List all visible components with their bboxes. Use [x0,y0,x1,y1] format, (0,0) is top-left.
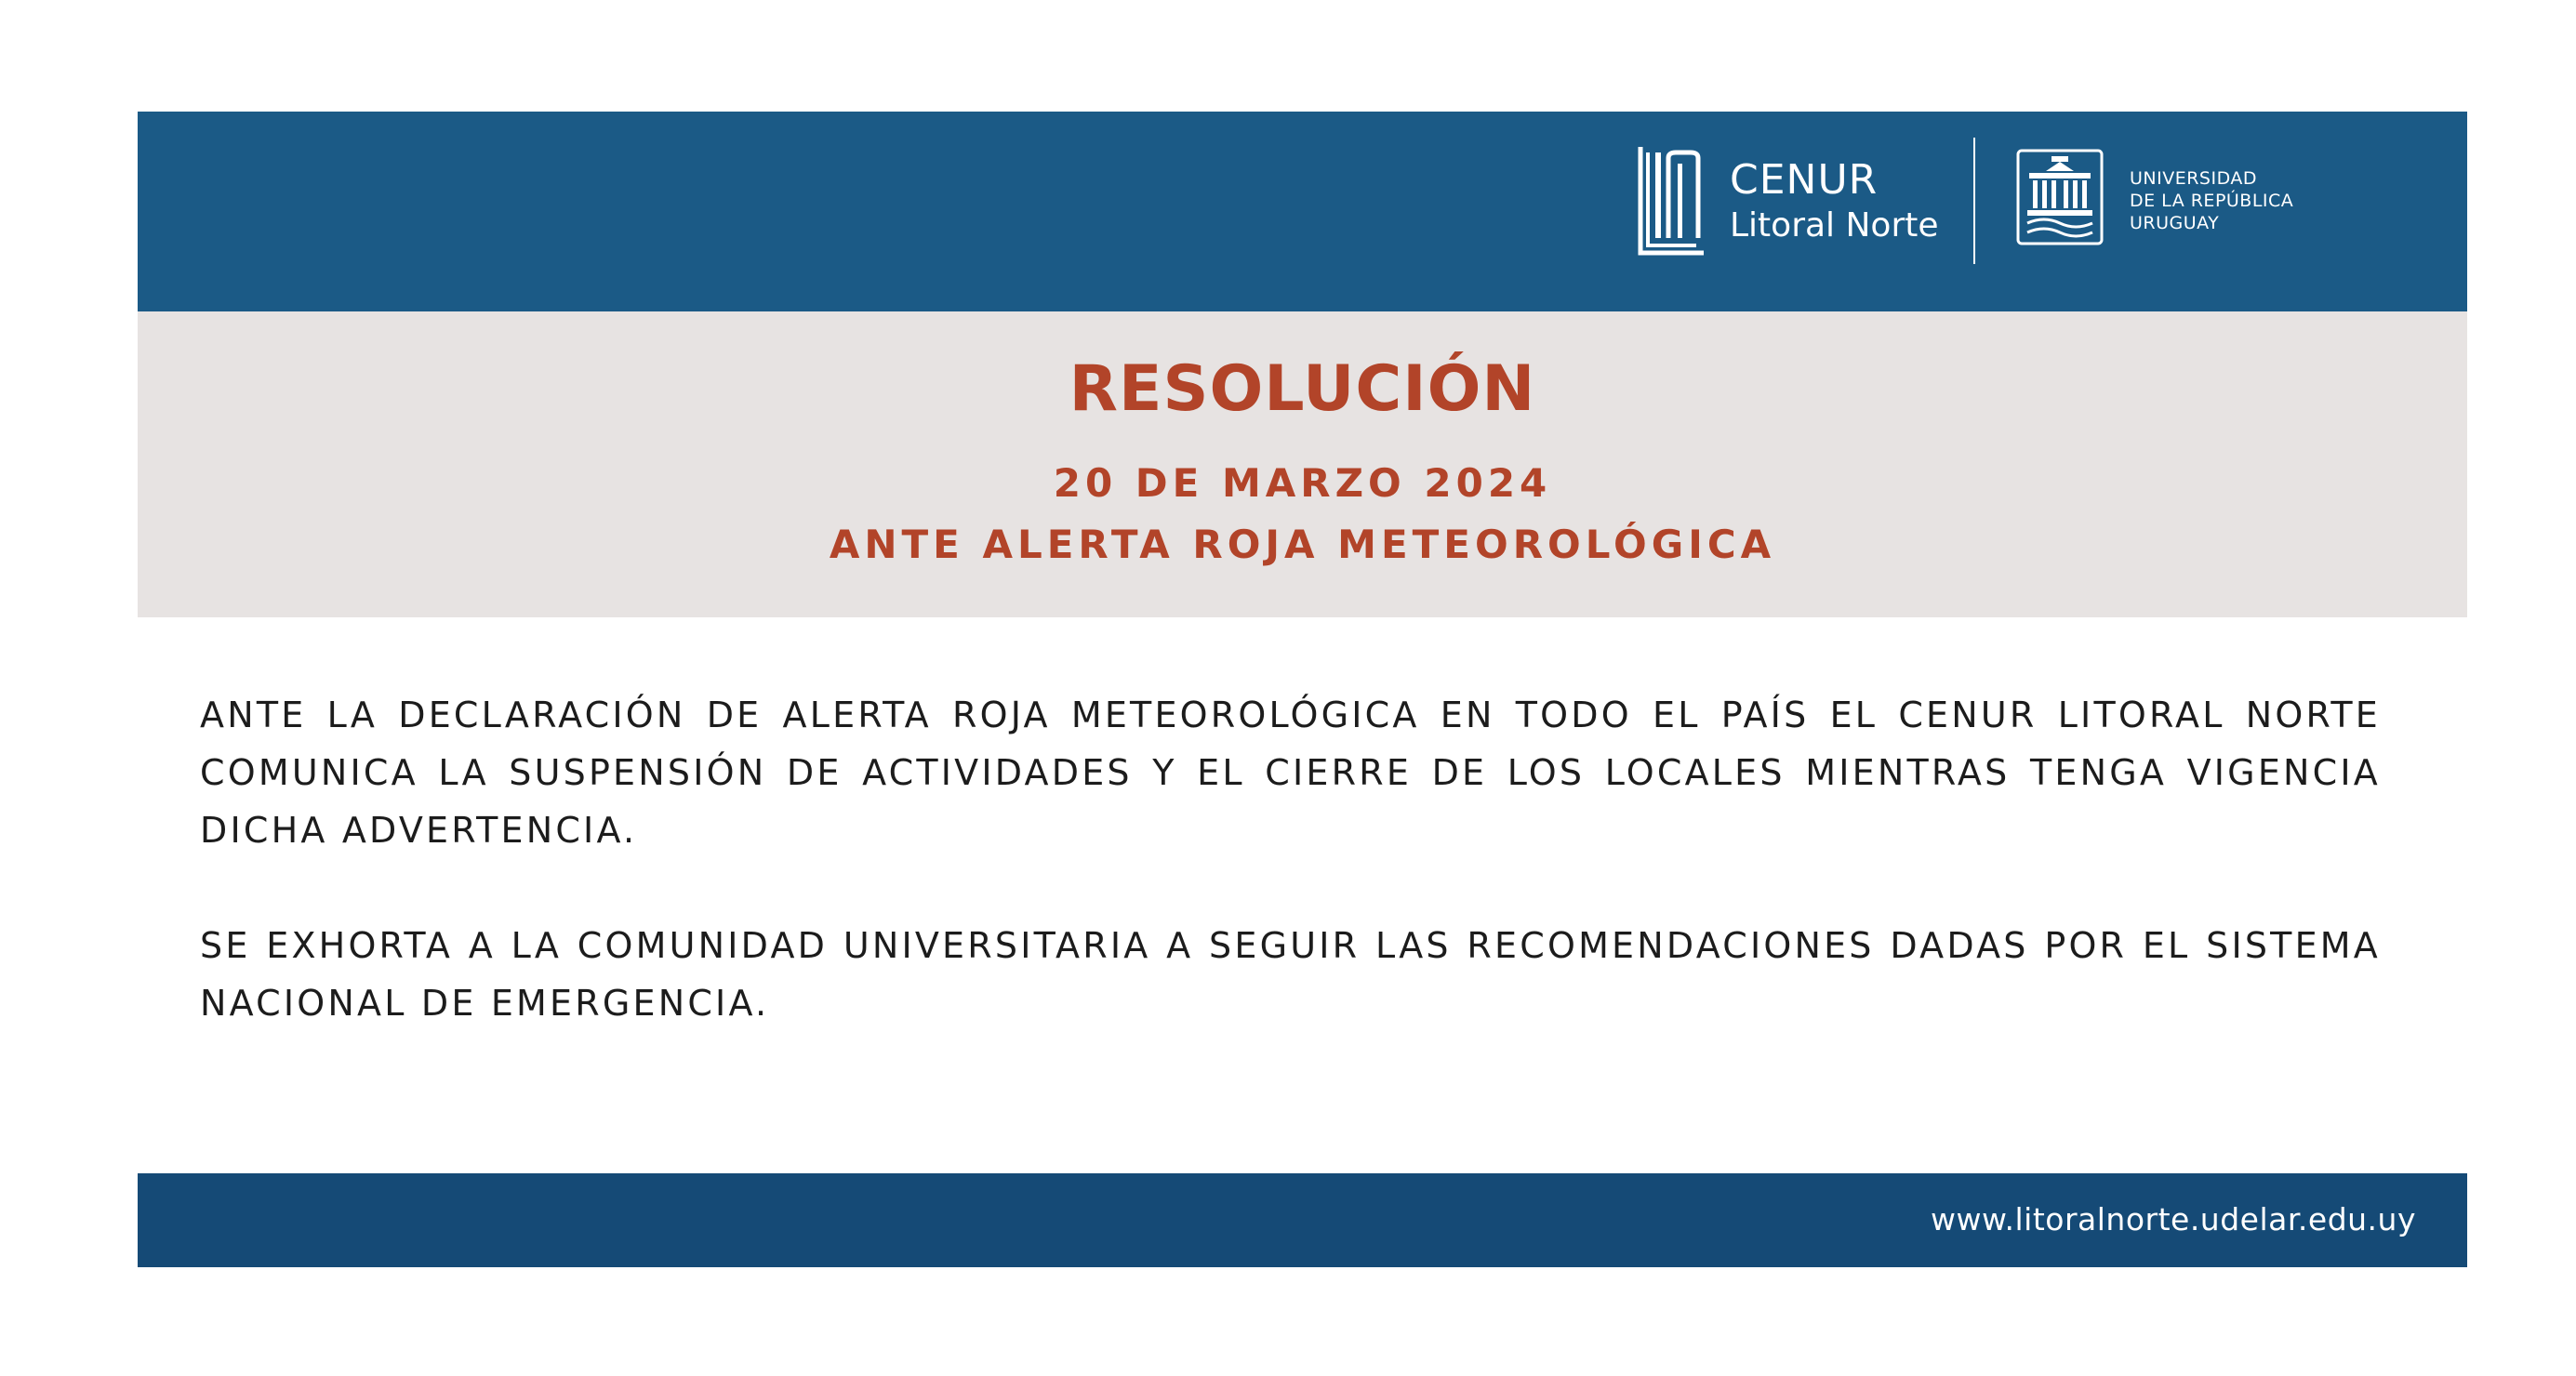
footer-website-link[interactable]: www.litoralnorte.udelar.edu.uy [1931,1201,2416,1237]
udelar-name-line-1: UNIVERSIDAD [2130,168,2258,189]
footer-band [138,1173,2467,1267]
udelar-name-line-3: URUGUAY [2130,213,2220,233]
document-date: 20 DE MARZO 2024 [1053,460,1552,506]
cenur-subname: Litoral Norte [1730,206,1939,245]
cenur-logo [1637,143,1939,264]
header-band [138,112,2467,311]
udelar-seal-icon [2016,149,2104,245]
document-subject: ANTE ALERTA ROJA METEOROLÓGICA [829,522,1776,567]
document-title: RESOLUCIÓN [1069,352,1536,426]
cenur-name: CENUR [1730,156,1879,204]
udelar-logo [2016,149,2435,251]
body-paragraph-2: SE EXHORTA A LA COMUNIDAD UNIVERSITARIA A SEGUIR LAS RECOMENDACIONES DADAS POR EL SISTEMA NACIONAL DE EMERGENCIA. [200,925,2381,1024]
logo-divider [1973,138,1975,264]
udelar-name [2130,167,2293,234]
cenur-logo-mark-icon [1637,143,1707,257]
udelar-name-line-2: DE LA REPÚBLICA [2130,191,2294,211]
title-band [138,311,2467,617]
body-paragraph-1: ANTE LA DECLARACIÓN DE ALERTA ROJA METEOROLÓGICA EN TODO EL PAÍS EL CENUR LITORAL NORTE COMUNICA LA SUSPENSIÓN DE ACTIVIDADES Y EL CIERRE DE LOS LOCALES MIENTRAS TENGA VIGENCIA DICHA ADVERTENCIA. [200,695,2381,851]
